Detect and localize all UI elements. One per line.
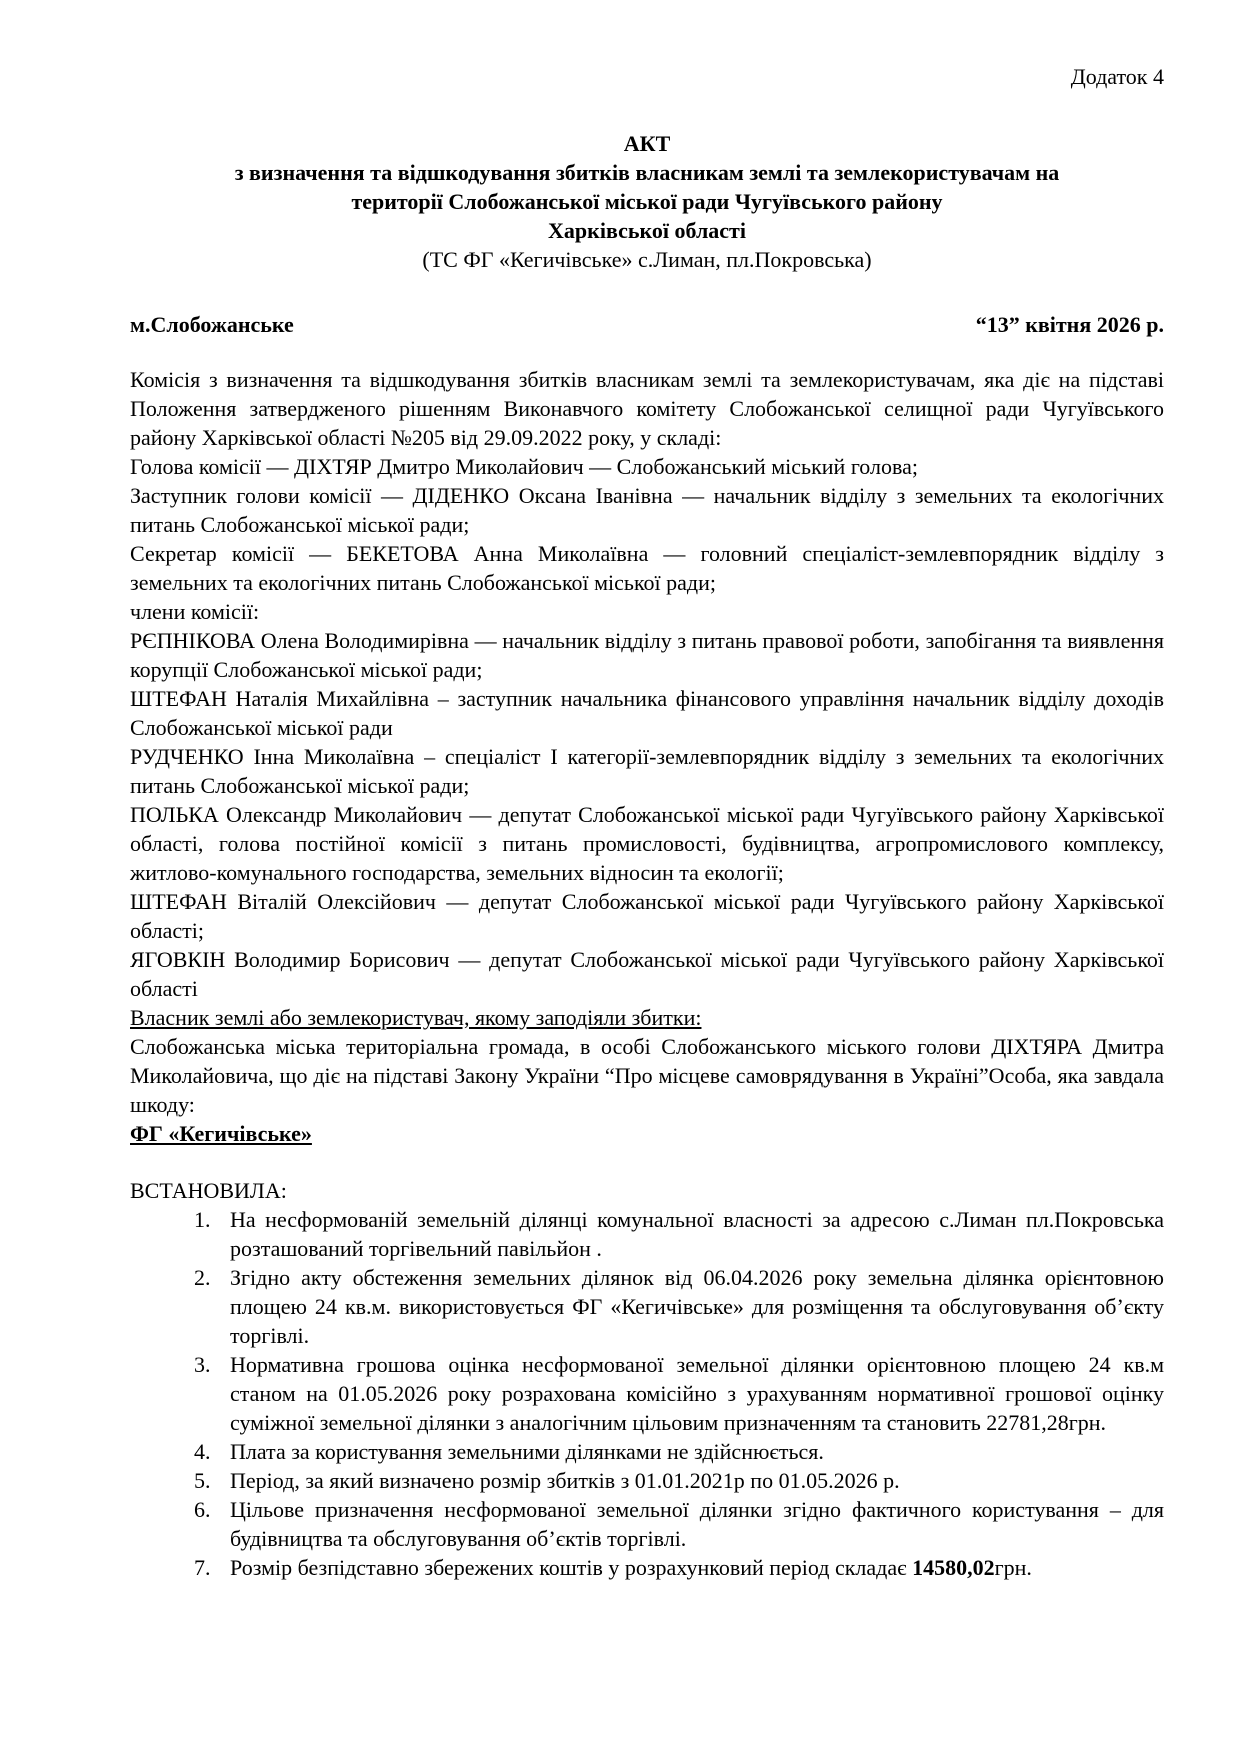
- text-run: Цільове призначення несформованої земельної ділянки згідно фактичного користування – для будівництва та обслуговування об’єктів торгівлі.: [230, 1497, 1164, 1551]
- place-date-row: [130, 310, 1164, 339]
- title-line: території Слобожанської міської ради Чугуївського району: [351, 189, 943, 214]
- paragraph: [130, 800, 1164, 887]
- list-item: [194, 1350, 1164, 1437]
- paragraph: [130, 684, 1164, 742]
- text-run: Комісія з визначення та відшкодування збитків власникам землі та землекористувачам, яка діє на підставі Положення затвердженого рішенням Виконавчого комітету Слобожанської селищної ради Чугуївського району Харківської області №205 від 29.09.2022 року, у складі:: [130, 367, 1164, 450]
- document-title: [130, 129, 1164, 274]
- paragraph: [130, 742, 1164, 800]
- list-item: [194, 1466, 1164, 1495]
- paragraph: [130, 945, 1164, 1003]
- item-text: [230, 1553, 1164, 1582]
- paragraph: [130, 1119, 1164, 1148]
- item-number: 5.: [194, 1468, 211, 1493]
- text-run: РУДЧЕНКО Інна Миколаївна – спеціаліст І категорії-землевпорядник відділу з земельних та екологічних питань Слобожанської міської ради;: [130, 744, 1164, 798]
- body-paragraphs: [130, 365, 1164, 1148]
- paragraph: [130, 452, 1164, 481]
- title-line: Харківської області: [548, 218, 746, 243]
- text-run: Період, за який визначено розмір збитків з 01.01.2021р по 01.05.2026 р.: [230, 1468, 900, 1493]
- text-run: ПОЛЬКА Олександр Миколайович — депутат Слобожанської міської ради Чугуївського району Харківської області, голова постійної комісії з питань промисловості, будівництва, агропромислового комплексу, житлово-комунального господарства, земельних відносин та екології;: [130, 802, 1164, 885]
- text-run: Власник землі або землекористувач, якому заподіяли збитки:: [130, 1005, 702, 1030]
- item-number: 7.: [194, 1555, 211, 1580]
- paragraph: [130, 626, 1164, 684]
- list-item: [194, 1205, 1164, 1263]
- title-line: АКТ: [623, 131, 671, 156]
- item-text: [230, 1437, 1164, 1466]
- annex-note: Додаток 4: [1070, 64, 1164, 89]
- text-run: ФГ «Кегичівське»: [130, 1121, 312, 1146]
- item-text: [230, 1495, 1164, 1553]
- item-text: [230, 1205, 1164, 1263]
- text-run: 14580,02: [912, 1555, 995, 1580]
- text-run: Згідно акту обстеження земельних ділянок від 06.04.2026 року земельна ділянка орієнтовною площею 24 кв.м. використовується ФГ «Кегичівське» для розміщення та обслуговування об’єкту торгівлі.: [230, 1265, 1164, 1348]
- list-item: [194, 1437, 1164, 1466]
- document-date: “13” квітня 2026 р.: [975, 312, 1164, 337]
- list-item: [194, 1263, 1164, 1350]
- paragraph: [130, 887, 1164, 945]
- findings-list: [130, 1205, 1164, 1582]
- text-run: ШТЕФАН Наталія Михайлівна – заступник начальника фінансового управління начальник відділу доходів Слобожанської міської ради: [130, 686, 1164, 740]
- title-line: з визначення та відшкодування збитків власникам землі та землекористувачам на: [234, 160, 1060, 185]
- text-run: ШТЕФАН Віталій Олексійович — депутат Слобожанської міської ради Чугуївського району Харківської області;: [130, 889, 1164, 943]
- text-run: члени комісії:: [130, 599, 260, 624]
- text-run: Секретар комісії — БЕКЕТОВА Анна Миколаївна — головний спеціаліст-землевпорядник відділу з земельних та екологічних питань Слобожанської міської ради;: [130, 541, 1164, 595]
- paragraph: [130, 597, 1164, 626]
- text-run: ЯГОВКІН Володимир Борисович — депутат Слобожанської міської ради Чугуївського району Харківської області: [130, 947, 1164, 1001]
- paragraph: [130, 481, 1164, 539]
- paragraph: [130, 1032, 1164, 1119]
- resolution-heading: ВСТАНОВИЛА:: [130, 1178, 287, 1203]
- item-number: 2.: [194, 1265, 211, 1290]
- text-run: Розмір безпідставно збережених коштів у розрахунковий період складає: [230, 1555, 913, 1580]
- text-run: Заступник голови комісії — ДІДЕНКО Оксана Іванівна — начальник відділу з земельних та екологічних питань Слобожанської міської ради;: [130, 483, 1164, 537]
- place-name: м.Слобожанське: [130, 312, 294, 337]
- list-item: [194, 1553, 1164, 1582]
- text-run: Нормативна грошова оцінка несформованої земельної ділянки орієнтовною площею 24 кв.м станом на 01.05.2026 року розрахована комісійно з урахуванням нормативної грошової оцінку суміжної земельної ділянки з аналогічним цільовим призначенням та становить 22781,28грн.: [230, 1352, 1164, 1435]
- item-number: 3.: [194, 1352, 211, 1377]
- item-number: 4.: [194, 1439, 211, 1464]
- item-text: [230, 1263, 1164, 1350]
- list-item: [194, 1495, 1164, 1553]
- text-run: Голова комісії — ДІХТЯР Дмитро Миколайович — Слобожанський міський голова;: [130, 454, 918, 479]
- text-run: На несформованій земельній ділянці комунальної власності за адресою с.Лиман пл.Покровська розташований торгівельний павільйон .: [230, 1207, 1164, 1261]
- paragraph: [130, 539, 1164, 597]
- text-run: Плата за користування земельними ділянками не здійснюється.: [230, 1439, 824, 1464]
- text-run: Слобожанська міська територіальна громада, в особі Слобожанського міського голови ДІХТЯРА Дмитра Миколайовича, що діє на підставі Закону України “Про місцеве самоврядування в Україні”Особа, яка завдала шкоду:: [130, 1034, 1164, 1117]
- item-number: 1.: [194, 1207, 211, 1232]
- text-run: РЄПНІКОВА Олена Володимирівна — начальник відділу з питань правової роботи, запобігання та виявлення корупції Слобожанської міської ради;: [130, 628, 1164, 682]
- paragraph: [130, 365, 1164, 452]
- item-text: [230, 1466, 1164, 1495]
- item-text: [230, 1350, 1164, 1437]
- document-subtitle: (ТС ФГ «Кегичівське» с.Лиман, пл.Покровська): [422, 247, 872, 272]
- item-number: 6.: [194, 1497, 211, 1522]
- text-run: грн.: [994, 1555, 1032, 1580]
- paragraph: [130, 1003, 1164, 1032]
